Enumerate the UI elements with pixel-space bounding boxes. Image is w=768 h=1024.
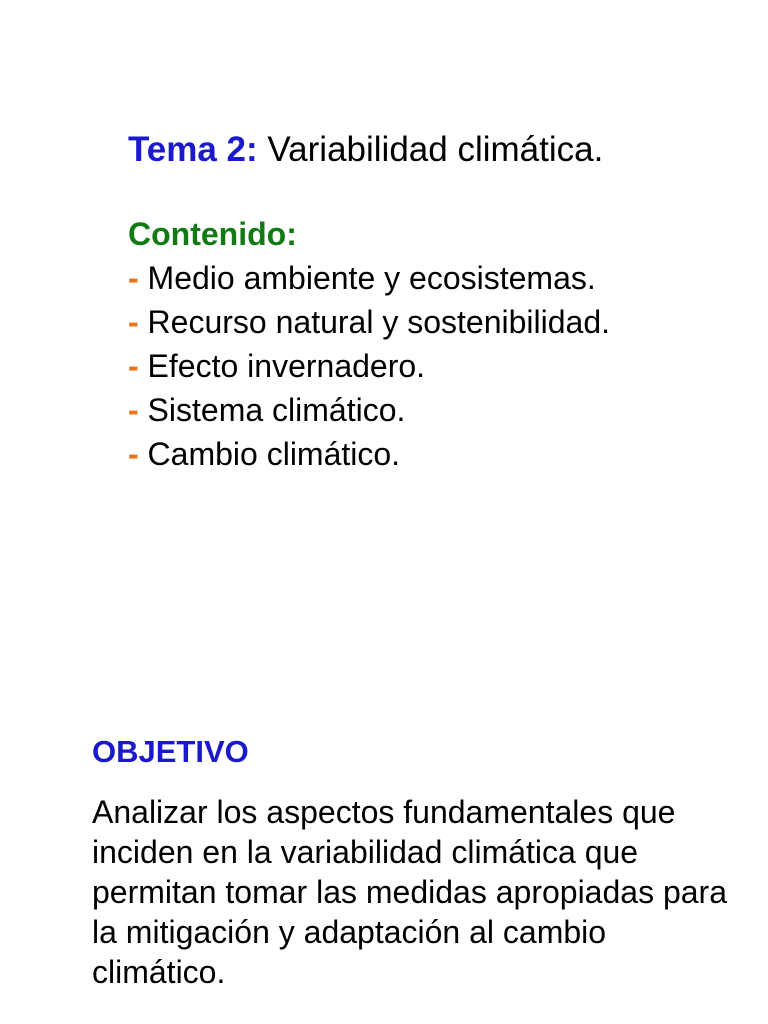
dash-bullet-icon: -	[128, 304, 139, 340]
objective-heading: OBJETIVO	[92, 734, 249, 769]
objective-section	[92, 730, 742, 992]
contents-section	[128, 212, 610, 476]
list-item-text: Recurso natural y sostenibilidad.	[147, 304, 611, 340]
list-item	[128, 300, 610, 344]
dash-bullet-icon: -	[128, 260, 139, 296]
list-item-text: Cambio climático.	[147, 436, 401, 472]
contents-heading: Contenido:	[128, 216, 297, 252]
contents-list	[128, 256, 610, 476]
list-item-text: Medio ambiente y ecosistemas.	[147, 260, 596, 296]
dash-bullet-icon: -	[128, 436, 139, 472]
list-item-text: Efecto invernadero.	[147, 348, 426, 384]
list-item	[128, 432, 610, 476]
list-item	[128, 344, 610, 388]
list-item	[128, 388, 610, 432]
topic-title	[128, 128, 603, 172]
dash-bullet-icon: -	[128, 392, 139, 428]
list-item-text: Sistema climático.	[147, 392, 406, 428]
topic-label: Tema 2:	[128, 130, 258, 169]
list-item	[128, 256, 610, 300]
topic-title-text: Variabilidad climática.	[267, 130, 604, 169]
dash-bullet-icon: -	[128, 348, 139, 384]
objective-text: Analizar los aspectos fundamentales que inciden en la variabilidad climática que permitan tomar las medidas apropiadas para la mitigación y adaptación al cambio climático.	[92, 794, 727, 990]
